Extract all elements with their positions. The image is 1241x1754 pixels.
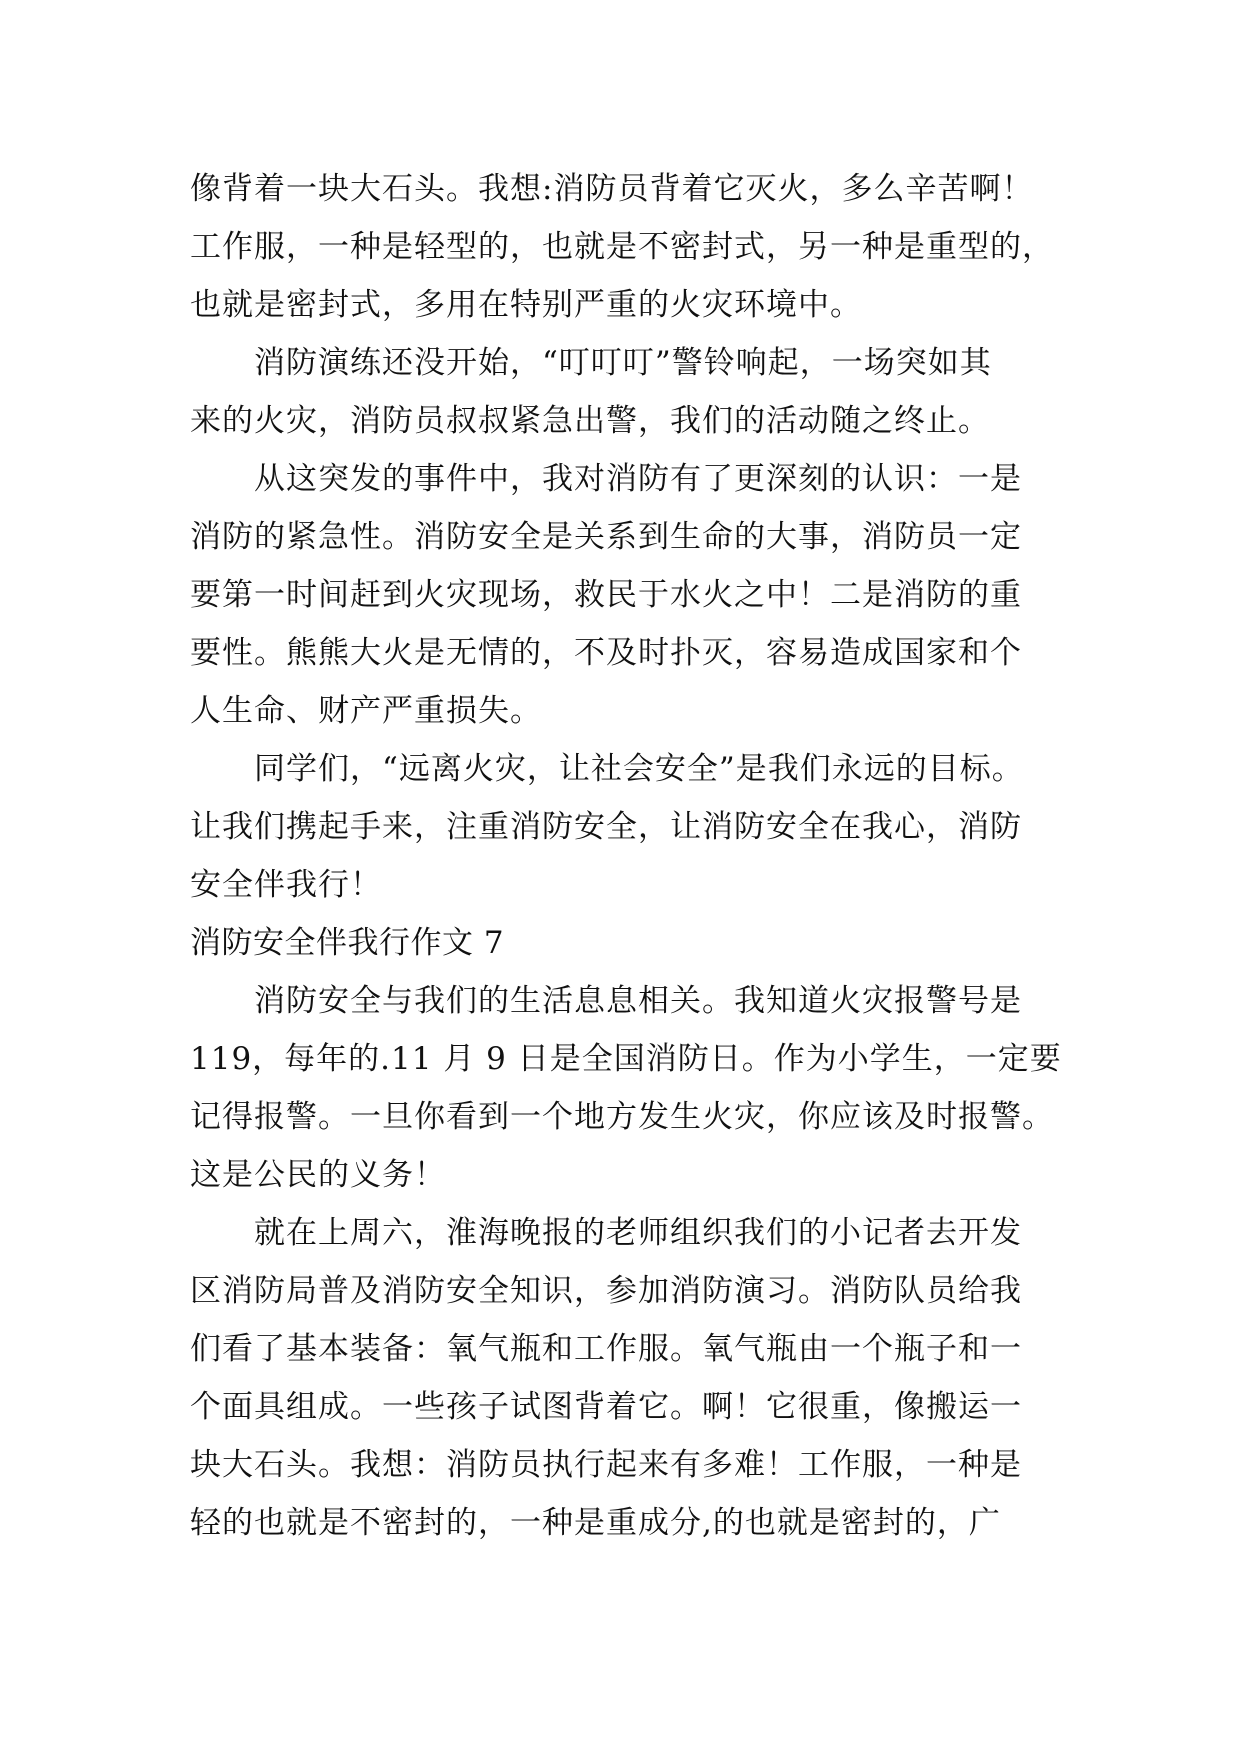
paragraph-start-line: 消防演练还没开始，“叮叮叮”警铃响起，一场突如其: [254, 345, 992, 381]
text-line: 轻的也就是不密封的，一种是重成分,的也就是密封的，广: [190, 1505, 1001, 1541]
text-line: 们看了基本装备：氧气瓶和工作服。氧气瓶由一个瓶子和一: [190, 1331, 1022, 1367]
text-line: 来的火灾，消防员叔叔紧急出警，我们的活动随之终止。: [190, 403, 990, 439]
text-line: 工作服，一种是轻型的，也就是不密封式，另一种是重型的，: [190, 229, 1054, 265]
paragraph-start-line: 消防安全与我们的生活息息相关。我知道火灾报警号是: [254, 983, 1022, 1019]
text-line: 记得报警。一旦你看到一个地方发生火灾，你应该及时报警。: [190, 1099, 1054, 1135]
text-line: 块大石头。我想：消防员执行起来有多难！工作服，一种是: [190, 1447, 1022, 1483]
text-line: 要性。熊熊大火是无情的，不及时扑灭，容易造成国家和个: [190, 635, 1022, 671]
document-body: [190, 160, 1070, 1552]
text-line: 区消防局普及消防安全知识，参加消防演习。消防队员给我: [190, 1273, 1022, 1309]
text-line: 个面具组成。一些孩子试图背着它。啊！它很重，像搬运一: [190, 1389, 1022, 1425]
text-line: 像背着一块大石头。我想:消防员背着它灭火，多么辛苦啊！: [190, 171, 1034, 207]
text-line: 消防的紧急性。消防安全是关系到生命的大事，消防员一定: [190, 519, 1022, 555]
paragraph-start-line: 就在上周六，淮海晚报的老师组织我们的小记者去开发: [254, 1215, 1022, 1251]
text-line: 也就是密封式，多用在特别严重的火灾环境中。: [190, 287, 862, 323]
text-line: 人生命、财产严重损失。: [190, 693, 542, 729]
text-line: 要第一时间赶到火灾现场，救民于水火之中！二是消防的重: [190, 577, 1022, 613]
paragraph-start-line: 同学们，“远离火灾，让社会安全”是我们永远的目标。: [254, 751, 1024, 787]
text-line: 这是公民的义务！: [190, 1157, 446, 1193]
text-line: 119，每年的.11 月 9 日是全国消防日。作为小学生，一定要: [190, 1041, 1062, 1077]
text-line: 安全伴我行！: [190, 867, 382, 903]
text-line: 让我们携起手来，注重消防安全，让消防安全在我心，消防: [190, 809, 1022, 845]
paragraph-start-line: 从这突发的事件中，我对消防有了更深刻的认识：一是: [254, 461, 1022, 497]
section-heading: 消防安全伴我行作文 7: [190, 925, 505, 961]
